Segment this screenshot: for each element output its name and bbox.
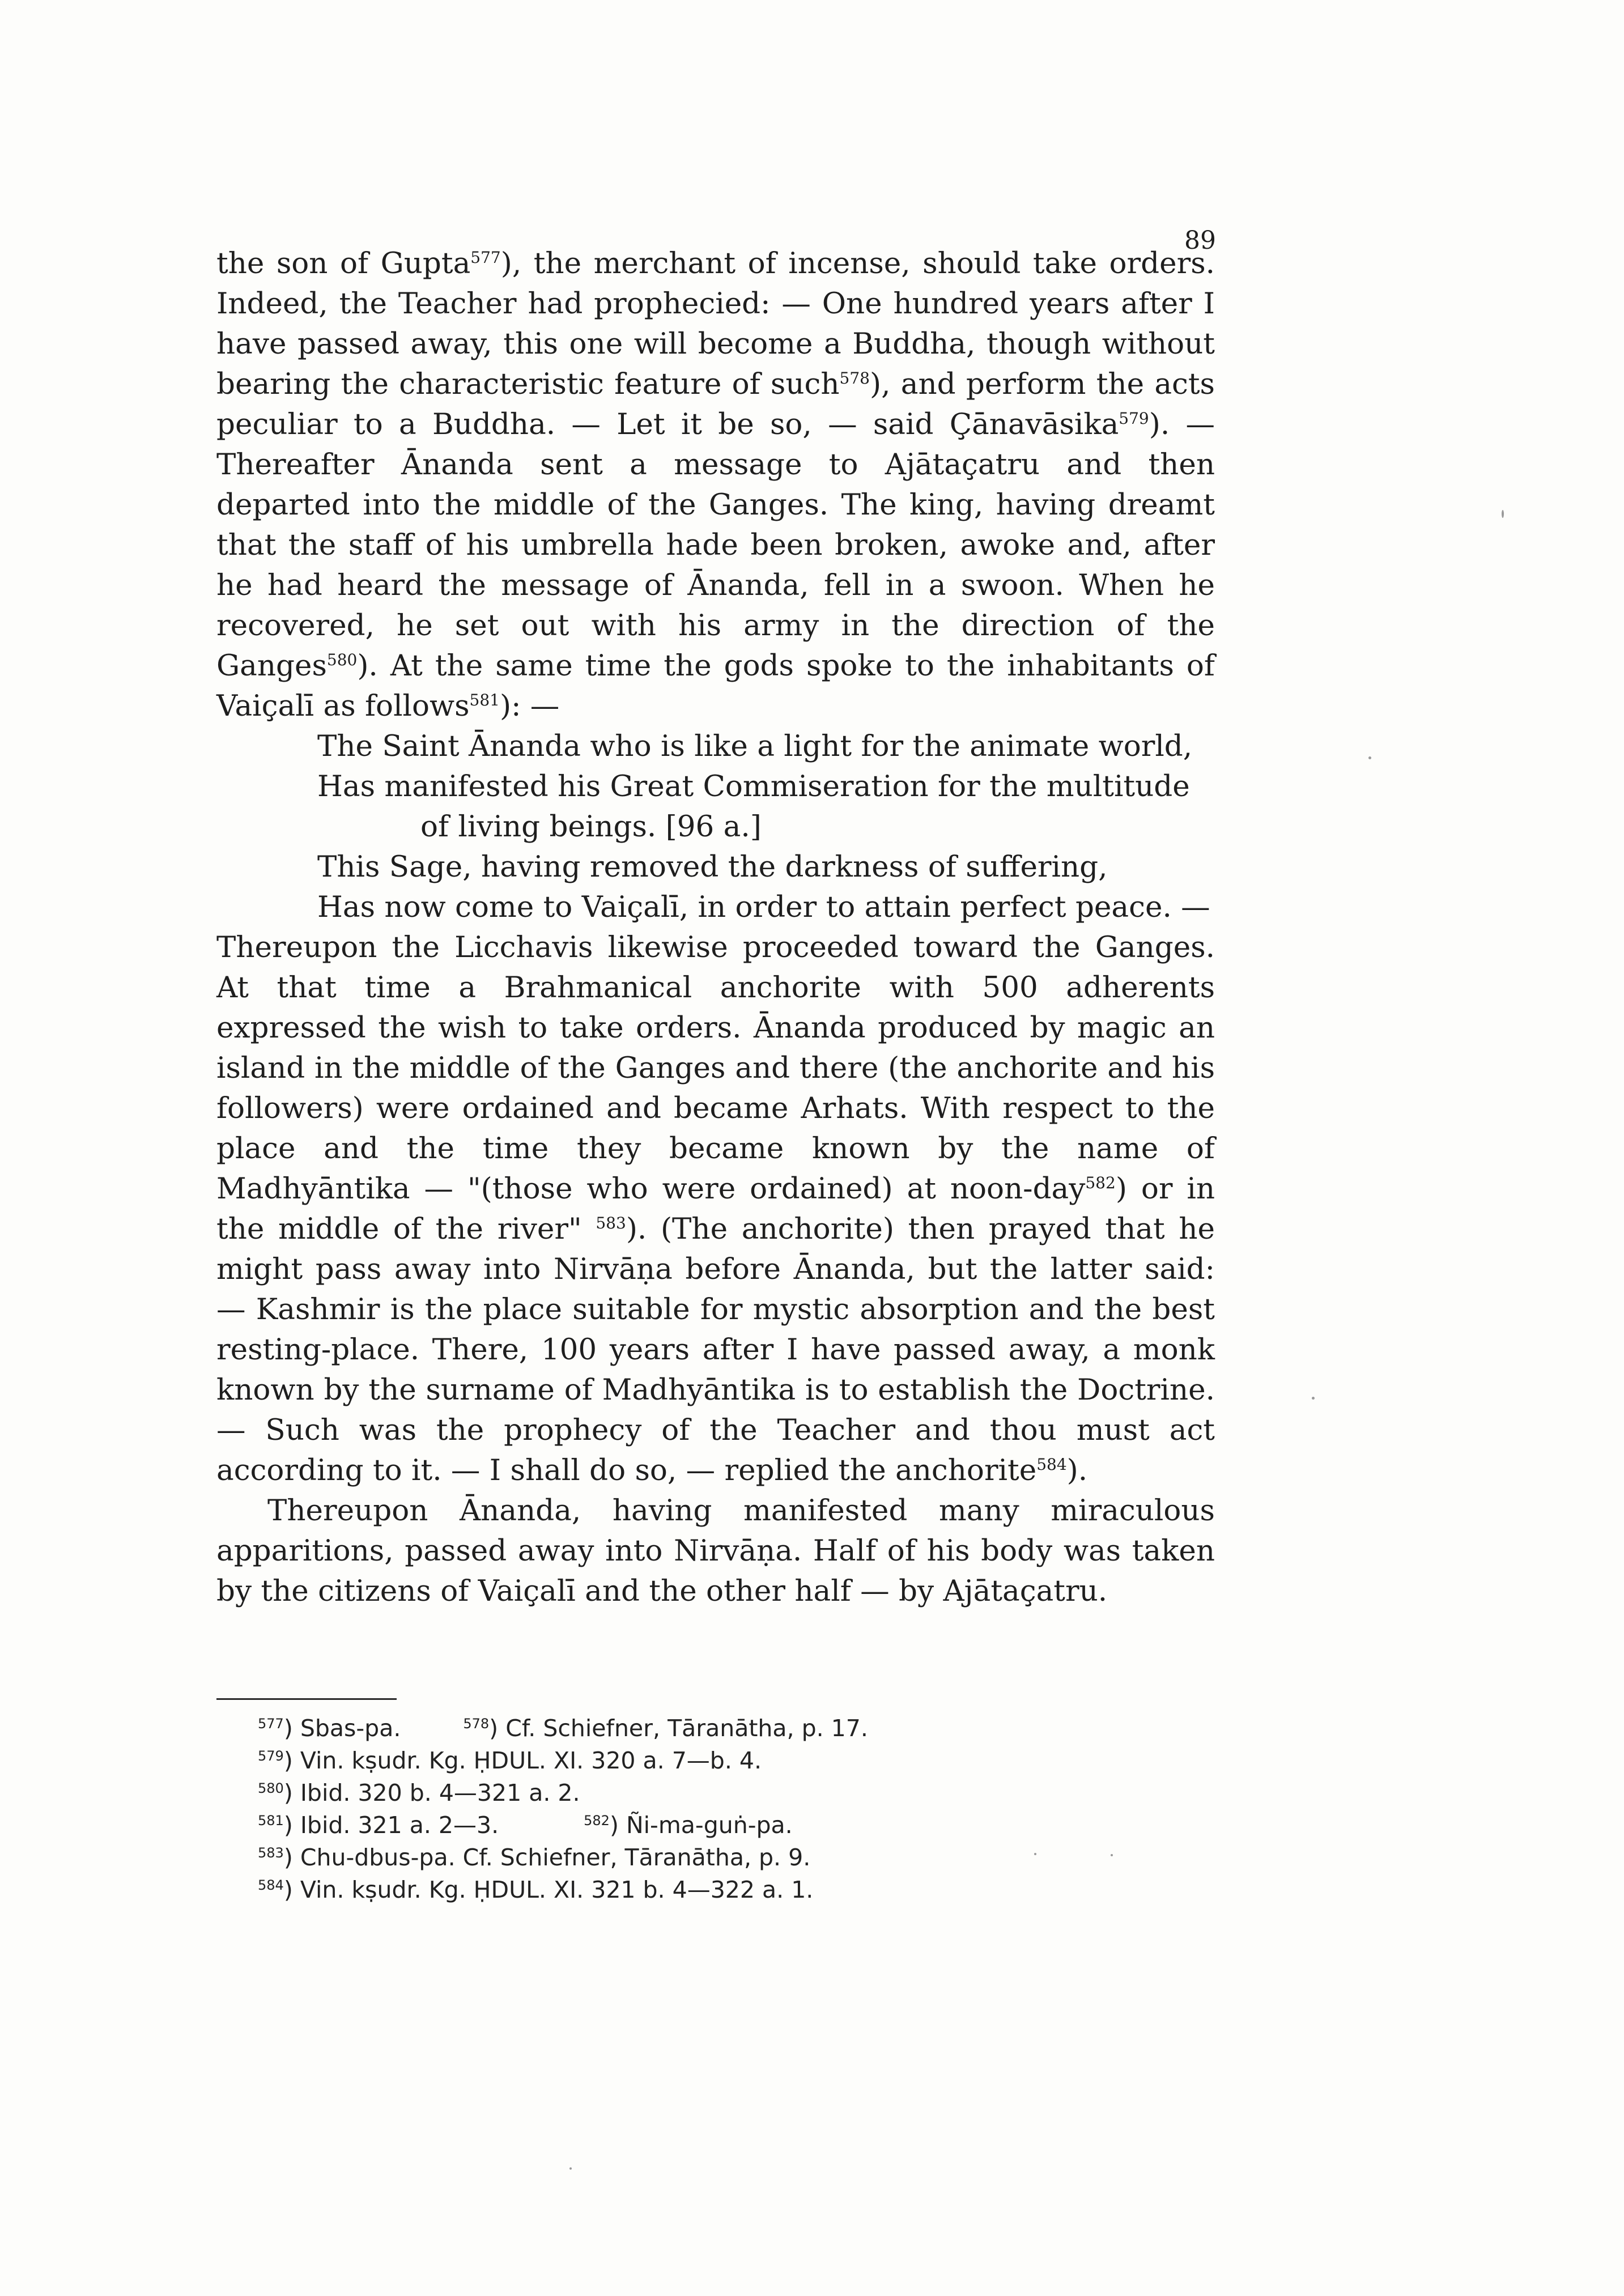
text-run: the son of Gupta	[216, 246, 471, 280]
footnote-ref: 578	[839, 369, 870, 388]
text-run: ): —	[499, 689, 560, 723]
footnote-number: 580	[258, 1780, 284, 1796]
scan-speck	[1502, 510, 1504, 518]
footnote-number: 584	[258, 1877, 284, 1893]
scan-speck	[1034, 1853, 1036, 1855]
footnote-text: Ñi-ma-guṅ-pa.	[626, 1812, 793, 1839]
footnote-text: Chu-dbus-pa. Cf. Schiefner, Tāranātha, p. 9.	[300, 1844, 811, 1871]
paragraph-gupta-prophecy	[216, 244, 1215, 726]
verse-line: Has manifested his Great Commiseration for the multitude	[317, 769, 1190, 803]
text-run: ) or in the middle of the river"	[216, 1172, 1215, 1246]
text-run: ). At the same time the gods spoke to the inhabitants of Vaiçalī as follows	[216, 649, 1215, 723]
verse-line: of living beings. [96 a.]	[420, 810, 762, 844]
text-run: ).	[1066, 1453, 1088, 1487]
footnote-divider	[216, 1698, 397, 1700]
footnote-ref: 584	[1036, 1455, 1067, 1474]
footnote-text: Vin. kṣudr. Kg. ḤDUL. XI. 320 a. 7—b. 4.	[300, 1747, 762, 1774]
verse-line: The Saint Ānanda who is like a light for the animate world,	[317, 729, 1193, 763]
footnote-text: Vin. kṣudr. Kg. ḤDUL. XI. 321 b. 4—322 a. 1.	[300, 1876, 814, 1903]
footnote-ref: 579	[1119, 409, 1149, 428]
footnote-text: Ibid. 320 b. 4—321 a. 2.	[300, 1779, 580, 1806]
scan-speck	[569, 2167, 572, 2170]
text-run: ), and perform the acts peculiar to a Buddha. — Let it be so, — said Çānavāsika	[216, 367, 1215, 441]
verse-line: This Sage, having removed the darkness of suffering,	[317, 850, 1108, 884]
verse-line: Has now come to Vaiçalī, in order to attain perfect peace. —	[317, 890, 1210, 924]
footnote-line: $^{584}$) Vin. kṣudr. Kg. ḤDUL. XI. 321 b. 4—322 a. 1.	[258, 1876, 814, 1903]
scan-speck	[1312, 1397, 1315, 1400]
paragraph-licchavis	[216, 928, 1215, 1491]
text-run: Thereupon the Licchavis likewise proceeded toward the Ganges. At that time a Brahmanical anchorite with 500 adherents expressed the wish to take orders. Ānanda produced by magic an island in the middle of the Ganges and there (the anchorite and his followers) were ordained and became Arhats. With respect to the place and the time they became known by the name of Madhyāntika — "(those who were ordained) at noon-day	[216, 930, 1215, 1206]
footnote-number: 582	[584, 1813, 610, 1829]
footnote-line: $^{583}$) Chu-dbus-pa. Cf. Schiefner, Tāranātha, p. 9.	[258, 1844, 811, 1871]
footnote-ref: 582	[1085, 1173, 1116, 1192]
footnote-text: Ibid. 321 a. 2—3.	[300, 1812, 499, 1839]
main-text	[216, 244, 1215, 1612]
page-number: 89	[1184, 226, 1216, 255]
scan-speck	[1368, 756, 1371, 759]
footnotes	[258, 1712, 1051, 1906]
scan-speck	[1111, 1854, 1113, 1856]
footnote-line: $^{581}$) Ibid. 321 a. 2—3. $^{582}$) Ñi-ma-guṅ-pa.	[258, 1812, 793, 1839]
footnote-text: Cf. Schiefner, Tāranātha, p. 17.	[505, 1715, 868, 1742]
footnote-number: 581	[258, 1813, 284, 1829]
footnote-number: 577	[258, 1716, 284, 1732]
footnote-line: $^{579}$) Vin. kṣudr. Kg. ḤDUL. XI. 320 a. 7—b. 4.	[258, 1747, 762, 1774]
paragraph-ananda-nirvana	[216, 1491, 1215, 1612]
text-run: ). (The anchorite) then prayed that he might pass away into Nirvāṇa before Ānanda, but the latter said: — Kashmir is the place suitable for mystic absorption and the best resting-place. There, 100 years after I have passed away, a monk known by the surname of Madhyāntika is to establish the Doctrine. — Such was the prophecy of the Teacher and thou must act according to it. — I shall do so, — replied the anchorite	[216, 1212, 1215, 1487]
footnote-ref: 583	[596, 1214, 626, 1232]
footnote-line: $^{580}$) Ibid. 320 b. 4—321 a. 2.	[258, 1779, 580, 1806]
text-run: ), the merchant of incense, should take orders. Indeed, the Teacher had prophecied: — One hundred years after I have passed away, this one will become a Buddha, though without bearing the characteristic feature of such	[216, 246, 1215, 401]
footnote-ref: 580	[326, 650, 358, 669]
footnote-number: 583	[258, 1845, 284, 1861]
footnote-number: 579	[258, 1748, 284, 1764]
text-run: ). — Thereafter Ānanda sent a message to Ajātaçatru and then departed into the middle of the Ganges. The king, having dreamt that the staff of his umbrella hade been broken, awoke and, after he had heard the message of Ānanda, fell in a swoon. When he recovered, he set out with his army in the direction of the Ganges	[216, 407, 1215, 683]
footnote-ref: 581	[469, 691, 500, 709]
footnote-number: 578	[463, 1716, 490, 1732]
footnote-text: Sbas-pa.	[300, 1715, 401, 1742]
verse-block	[216, 726, 1215, 928]
footnote-ref: 577	[470, 248, 501, 267]
text-run: Thereupon Ānanda, having manifested many miraculous apparitions, passed away into Nirvāṇa. Half of his body was taken by the citizens of Vaiçalī and the other half — by Ajātaçatru.	[216, 1494, 1215, 1608]
footnote-line: $^{577}$) Sbas-pa. $^{578}$) Cf. Schiefner, Tāranātha, p. 17.	[258, 1715, 868, 1742]
